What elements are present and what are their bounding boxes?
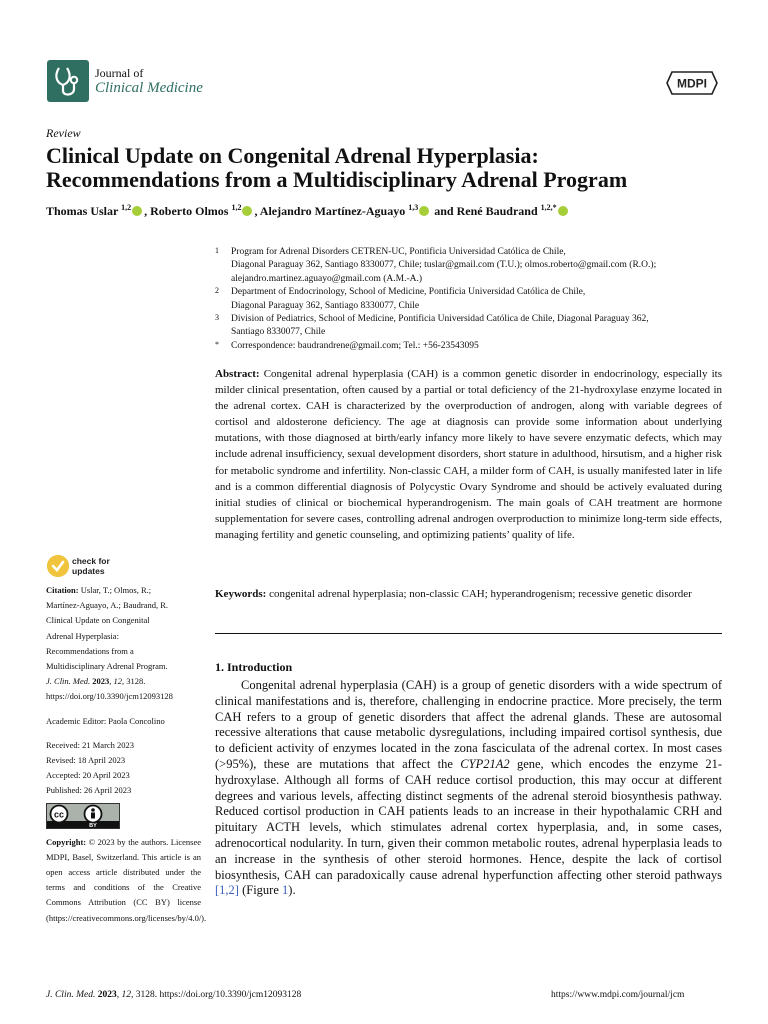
author-affil: 1,2 bbox=[231, 203, 242, 212]
affiliation-2 bbox=[215, 286, 725, 313]
citation-line: Adrenal Hyperplasia: bbox=[46, 630, 119, 641]
affiliation-line: Division of Pediatrics, School of Medicine, Pontificia Universidad Católica de Chile, Diagonal Paraguay 362, bbox=[231, 314, 649, 325]
journal-name-line2: Clinical Medicine bbox=[95, 80, 203, 96]
footer-citation: J. Clin. Med. 2023, 12, 3128. https://doi.org/10.3390/jcm12093128 bbox=[46, 990, 302, 1000]
affiliations bbox=[215, 246, 725, 353]
footer-journal-url[interactable]: https://www.mdpi.com/journal/jcm bbox=[551, 990, 685, 1000]
affiliation-line: Diagonal Paraguay 362, Santiago 8330077, Chile; tuslar@gmail.com (T.U.); olmos.roberto@gmail.com (R.O.); bbox=[231, 260, 657, 271]
author-and: and bbox=[431, 204, 457, 218]
orcid-icon[interactable] bbox=[419, 206, 429, 216]
copyright-notice bbox=[46, 835, 207, 926]
svg-text:cc: cc bbox=[53, 809, 65, 820]
intro-text: gene, which encodes the enzyme 21-hydroxylase. Although all forms of CAH reduce cortisol production, this may occur at different degrees and various levels, affecting distinct segments of the adrenal steroid biosynthesis pathway. Reduced cortisol production in CAH patients leads to an increase in their hypothalamic CRH and pituitary ACTH levels, which stimulates adrenal cortex hyperplasia, and, in some cases, adrenocortical nodularity. In turn, given their common metabolic routes, adrenal hyperplasia leads to an increase in the synthesis of other steroid hormones. Hence, despite the lack of cortisol biosynthesis, CAH can paradoxically cause adrenal hyperfunction affecting other steroid pathways bbox=[215, 756, 722, 882]
author-name[interactable]: Alejandro Martínez-Aguayo bbox=[259, 204, 406, 218]
cc-by-text: BY bbox=[89, 822, 97, 828]
affiliation-line: Department of Endocrinology, School of Medicine, Pontificia Universidad Católica de Chile, bbox=[231, 287, 586, 298]
title-line-1: Clinical Update on Congenital Adrenal Hyperplasia: bbox=[46, 143, 539, 168]
article-type: Review bbox=[46, 126, 81, 140]
affiliation-line: Santiago 8330077, Chile bbox=[231, 327, 326, 338]
journal-name-line1: Journal of bbox=[95, 66, 144, 80]
publisher-logo-text: MDPI bbox=[677, 76, 707, 91]
affiliation-line: Diagonal Paraguay 362, Santiago 8330077, Chile bbox=[231, 300, 420, 311]
citation-line: Uslar, T.; Olmos, R.; bbox=[78, 585, 152, 595]
orcid-icon[interactable] bbox=[242, 206, 252, 216]
gene-name: CYP21A2 bbox=[460, 756, 510, 771]
copyright-text: © 2023 by the authors. Licensee MDPI, Basel, Switzerland. This article is an open access article distributed under the terms and conditions of the Creative Commons Attribution (CC BY) license (https://creativecommons.org/licenses/by/4.0/). bbox=[46, 836, 207, 923]
citation-refs[interactable]: 1,2 bbox=[219, 883, 235, 898]
citation-line: Recommendations from a bbox=[46, 645, 134, 656]
keywords-label: Keywords: bbox=[215, 588, 267, 600]
keywords bbox=[215, 586, 722, 602]
dates-block bbox=[46, 738, 201, 799]
affiliation-1 bbox=[215, 246, 725, 286]
author-affil: 1,3 bbox=[408, 203, 419, 212]
orcid-icon[interactable] bbox=[132, 206, 142, 216]
title-line-2: Recommendations from a Multidisciplinary Adrenal Program bbox=[46, 167, 628, 192]
date-published: Published: 26 April 2023 bbox=[46, 785, 132, 796]
author-affil: 1,2 bbox=[121, 203, 132, 212]
intro-text: Congenital adrenal hyperplasia (CAH) is a group of genetic disorders with a wide spectrum of clinical manifestations and is, therefore, challenging in endocrine practice. More precisely, the term CAH refers to a group of genetic disorders that affect the adrenal glands. These are autosomal recessive alterations that cause metabolic dysregulations, including impaired cortisol synthesis, due to deficient activity of enzymes located in the zona fasciculata of the adrenal cortex. In most cases (>95%), these are mutations that affect the bbox=[215, 678, 722, 771]
citation-line: Martínez-Aguayo, A.; Baudrand, R. bbox=[46, 600, 169, 611]
affiliation-number: 1 bbox=[215, 246, 219, 255]
affiliation-number: 2 bbox=[215, 286, 219, 296]
author-affil: 1,2,* bbox=[540, 203, 557, 212]
author-sep: , bbox=[254, 204, 260, 218]
footer-volume: 12 bbox=[121, 990, 131, 1000]
intro-text: ). bbox=[288, 883, 296, 898]
intro-text: (Figure bbox=[238, 883, 283, 898]
copyright-label: Copyright: bbox=[46, 836, 87, 847]
footer-year: 2023 bbox=[97, 990, 117, 1000]
footer-journal: J. Clin. Med. bbox=[46, 990, 96, 1000]
figure-link[interactable]: 1 bbox=[282, 883, 289, 898]
check-for-updates-button[interactable] bbox=[72, 556, 110, 576]
author-name[interactable]: Thomas Uslar bbox=[46, 204, 119, 218]
citation-pages: , 3128. bbox=[122, 676, 146, 687]
affiliation-number: * bbox=[215, 339, 219, 349]
orcid-icon[interactable] bbox=[558, 206, 568, 216]
check-line-1: check for bbox=[72, 556, 110, 566]
check-line-2: updates bbox=[72, 566, 105, 576]
check-for-updates-icon[interactable] bbox=[47, 555, 69, 577]
citation-journal: J. Clin. Med. bbox=[46, 676, 91, 687]
sidebar bbox=[46, 583, 207, 926]
citation-block: Citation: Uslar, T.; Olmos, R.; Martínez-Aguayo, A.; Baudrand, R. Clinical Update on Congenital Adrenal Hyperplasia: Recommendations from a Multidisciplinary Adrenal Program. J. Clin. Med. 2023, 12, 3128. https://doi.org/10.3390/jcm12093128 bbox=[46, 583, 201, 705]
date-revised: Revised: 18 April 2023 bbox=[46, 755, 126, 766]
publisher-logo bbox=[666, 70, 718, 96]
citation-link[interactable]: [1,2] bbox=[215, 883, 239, 898]
affiliation-line: alejandro.martinez.aguayo@gmail.com (A.M.-A.) bbox=[231, 273, 423, 284]
intro-paragraph bbox=[215, 678, 722, 899]
abstract-text: Congenital adrenal hyperplasia (CAH) is a common genetic disorder in endocrinology, especially its milder clinical presentation, often caused by a partial or total deficiency of the 21-hydroxylase enzyme located in the adrenal cortex. CAH is characterized by the overproduction of androgen, along with variable degrees of cortisol and aldosterone deficiency. The age at diagnosis can provide some information about underlying mutations, with those diagnosed at birth/early infancy more likely to have severe enzymatic defects, which may include adrenal insufficiency, sexual development disorders, short stature in adulthood, hirsutism, and a higher risk for metabolic syndrome and infertility. Non-classic CAH, a milder form of CAH, is usually manifested later in life and is a common differential diagnosis of Polycystic Ovary Syndrome and should be actively evaluated during initial studies of clinical or biochemical hyperandrogenism. The main goals of CAH treatment are hormone supplementation for severe cases, controlling adrenal androgen overproduction to minimize long-term side effects, managing fertility and genetic counseling, and optimizing patients’ quality of life. bbox=[215, 368, 722, 541]
footer-doi[interactable]: , 3128. https://doi.org/10.3390/jcm12093128 bbox=[130, 990, 302, 1000]
citation-line: Clinical Update on Congenital bbox=[46, 615, 150, 626]
affiliation-number: 3 bbox=[215, 313, 219, 323]
citation-volume: 12 bbox=[113, 676, 123, 687]
article-title bbox=[46, 144, 736, 192]
abstract-label: Abstract: bbox=[215, 368, 260, 380]
journal-logo-icon bbox=[47, 60, 89, 102]
citation-label: Citation: bbox=[46, 585, 79, 595]
author-list bbox=[46, 203, 746, 219]
affiliation-3 bbox=[215, 313, 725, 340]
affiliation-line: Program for Adrenal Disorders CETREN-UC, Pontificia Universidad Católica de Chile, bbox=[231, 247, 566, 257]
date-accepted: Accepted: 20 April 2023 bbox=[46, 770, 130, 781]
author-name[interactable]: Roberto Olmos bbox=[150, 204, 229, 218]
correspondence bbox=[215, 340, 725, 353]
affiliation-line: Correspondence: baudrandrene@gmail.com; Tel.: +56-23543095 bbox=[231, 340, 479, 351]
keywords-text: congenital adrenal hyperplasia; non-classic CAH; hyperandrogenism; recessive genetic disorder bbox=[266, 588, 692, 600]
author-name[interactable]: René Baudrand bbox=[456, 204, 538, 218]
date-received: Received: 21 March 2023 bbox=[46, 739, 135, 750]
section-heading: 1. Introduction bbox=[215, 660, 293, 674]
author-sep: , bbox=[144, 204, 151, 218]
citation-line: Multidisciplinary Adrenal Program. bbox=[46, 661, 168, 672]
cc-by-license-badge[interactable] bbox=[46, 803, 120, 829]
section-divider bbox=[215, 633, 722, 634]
citation-year: 2023 bbox=[92, 676, 110, 687]
abstract bbox=[215, 366, 722, 543]
citation-doi-link[interactable]: https://doi.org/10.3390/jcm12093128 bbox=[46, 691, 173, 702]
academic-editor: Academic Editor: Paola Concolino bbox=[46, 715, 165, 726]
